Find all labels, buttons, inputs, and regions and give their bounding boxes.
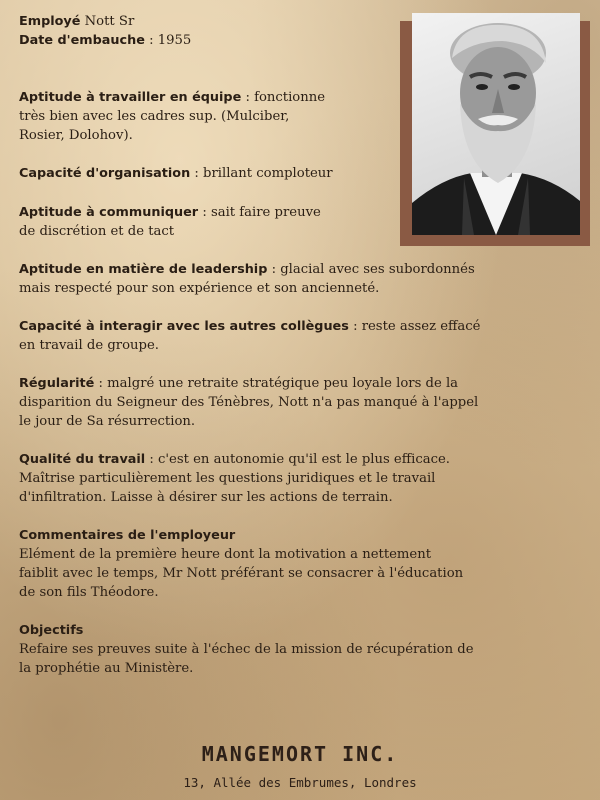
hire-date-value: : 1955 [149,33,192,48]
leadership-text-2: mais respecté pour son expérience et son ancienneté. [19,281,380,296]
communication-label: Aptitude à communiquer [19,205,199,220]
employee-name-line [19,12,134,31]
quality-text-3: d'infiltration. Laisse à désirer sur les actions de terrain. [19,490,393,505]
portrait-illustration [412,13,580,235]
comments-text-2: faiblit avec le temps, Mr Nott préférant se consacrer à l'éducation [19,566,464,581]
section-regularity [19,374,478,431]
teamwork-text-2: très bien avec les cadres sup. (Mulciber, [19,109,290,124]
colleagues-text-2: en travail de groupe. [19,338,159,353]
hire-date-line [19,31,191,50]
comments-text-1: Elément de la première heure dont la motivation a nettement [19,547,432,562]
teamwork-label: Aptitude à travailler en équipe [19,90,242,105]
regularity-text-3: le jour de Sa résurrection. [19,414,196,429]
teamwork-text-3: Rosier, Dolohov). [19,128,133,143]
objectives-label: Objectifs [19,623,84,638]
comments-label: Commentaires de l'employeur [19,528,236,543]
communication-text-2: de discrétion et de tact [19,224,175,239]
section-quality [19,450,450,507]
quality-text-2: Maîtrise particulièrement les questions juridiques et le travail [19,471,436,486]
comments-text-3: de son fils Théodore. [19,585,159,600]
section-communication [19,203,321,241]
teamwork-text-1: fonctionne [254,90,326,105]
regularity-text-1: : malgré une retraite stratégique peu loyale lors de la [98,376,459,391]
employee-photo [412,13,580,235]
regularity-label: Régularité [19,376,95,391]
section-organisation [19,164,333,183]
quality-text-1: : c'est en autonomie qu'il est le plus efficace. [149,452,450,467]
colleagues-label: Capacité à interagir avec les autres collègues [19,319,349,334]
communication-text-1: : sait faire preuve [202,205,321,220]
section-leadership [19,260,475,298]
employee-value: Nott Sr [84,14,135,29]
leadership-label: Aptitude en matière de leadership [19,262,268,277]
section-colleagues [19,317,480,355]
section-teamwork: Aptitude à travailler en équipe : fonctionne très bien avec les cadres sup. (Mulciber, Rosier, Dolohov). [19,90,326,143]
section-comments [19,526,463,602]
objectives-text-1: Refaire ses preuves suite à l'échec de la mission de récupération de [19,642,474,657]
company-address: 13, Allée des Embrumes, Londres [183,775,417,790]
regularity-text-2: disparition du Seigneur des Ténèbres, Nott n'a pas manqué à l'appel [19,395,479,410]
objectives-text-2: la prophétie au Ministère. [19,661,194,676]
colleagues-text-1: : reste assez effacé [353,319,481,334]
hire-date-label: Date d'embauche [19,33,145,48]
organisation-text-1: : brillant comploteur [194,166,333,181]
company-name: MANGEMORT INC. [201,742,399,766]
organisation-label: Capacité d'organisation [19,166,191,181]
section-objectives [19,621,474,678]
leadership-text-1: : glacial avec ses subordonnés [271,262,475,277]
employee-label: Employé [19,14,81,29]
quality-label: Qualité du travail [19,452,146,467]
